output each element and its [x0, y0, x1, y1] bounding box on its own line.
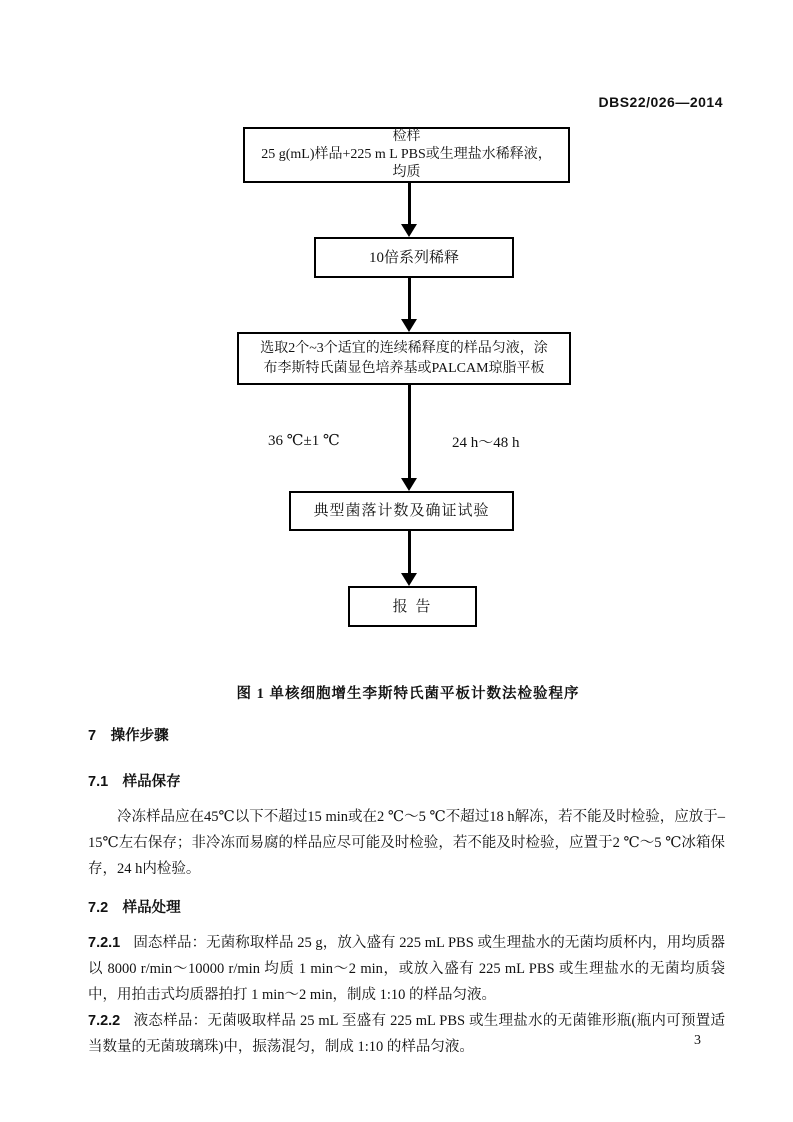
- paragraph-solid-sample: [88, 930, 725, 1008]
- standard-code: DBS22/026—2014: [598, 94, 723, 110]
- document-body: [88, 724, 725, 1060]
- clause-7-2-2-number: 7.2.2: [88, 1013, 121, 1029]
- box-dilution-label: 10倍系列稀释: [368, 249, 459, 266]
- clause-7-2-1-text: 固态样品：无菌称取样品 25 g，放入盛有 225 mL PBS 或生理盐水的无菌均质杯内，用均质器以 8000 r/min～10000 r/min 均质 1 min～2 min，或放入盛有 225 mL PBS 或生理盐水的无菌均质袋中，用拍击式均质器拍打 1 min～2 min，制成 1:10 的样品匀液。: [88, 935, 725, 1003]
- down-arrow-icon: [401, 531, 417, 586]
- down-arrow-icon: [401, 278, 417, 332]
- box-report-label: 报 告: [392, 598, 433, 615]
- flowchart-box-plating: [237, 332, 571, 385]
- down-arrow-icon: [401, 183, 417, 237]
- paragraph-sample-storage: 冷冻样品应在45℃以下不超过15 min或在2 ℃～5 ℃不超过18 h解冻，若不能及时检验，应放于–15℃左右保存；非冷冻而易腐的样品应尽可能及时检验，若不能及时检验，应置于2 ℃～5 ℃冰箱保存，24 h内检验。: [88, 809, 725, 877]
- section-7-title: 操作步骤: [110, 728, 169, 744]
- section-7-2-heading: [88, 896, 725, 917]
- box-sample-line2: 25 g(mL)样品+225 m L PBS或生理盐水稀释液，: [261, 147, 552, 162]
- section-7-heading: [88, 724, 725, 745]
- incubation-time-label: 24 h～48 h: [452, 435, 520, 451]
- section-7-1-title: 样品保存: [122, 774, 181, 790]
- box-plating-line2: 布李斯特氏菌显色培养基或PALCAM琼脂平板: [263, 360, 545, 376]
- clause-7-2-2-text: 液态样品：无菌吸取样品 25 mL 至盛有 225 mL PBS 或生理盐水的无菌锥形瓶(瓶内可预置适当数量的无菌玻璃珠)中，振荡混匀，制成 1:10 的样品匀液。: [88, 1013, 725, 1055]
- section-7-2-title: 样品处理: [122, 900, 181, 916]
- section-7-1-heading: [88, 770, 725, 791]
- box-sample-line3: 均质: [392, 165, 421, 180]
- figure-caption: 图 1 单核细胞增生李斯特氏菌平板计数法检验程序: [236, 686, 580, 702]
- section-7-1-number: 7.1: [88, 774, 109, 790]
- incubation-temperature-label: 36 ℃±1 ℃: [268, 433, 340, 449]
- page-number: 3: [694, 1033, 701, 1048]
- clause-7-2-1-number: 7.2.1: [88, 935, 121, 951]
- section-7-2-number: 7.2: [88, 900, 109, 916]
- section-7-number: 7: [88, 728, 97, 744]
- flowchart-box-sample: [243, 127, 570, 183]
- paragraph-liquid-sample: [88, 1008, 725, 1060]
- box-sample-line1: 检样: [392, 129, 421, 144]
- flowchart-box-count: [289, 491, 514, 531]
- flowchart-box-dilution: [314, 237, 514, 278]
- down-arrow-icon: [401, 385, 417, 491]
- box-plating-line1: 选取2个~3个适宜的连续稀释度的样品匀液，涂: [260, 340, 548, 356]
- flowchart-box-report: [348, 586, 477, 627]
- box-count-label: 典型菌落计数及确证试验: [313, 503, 490, 519]
